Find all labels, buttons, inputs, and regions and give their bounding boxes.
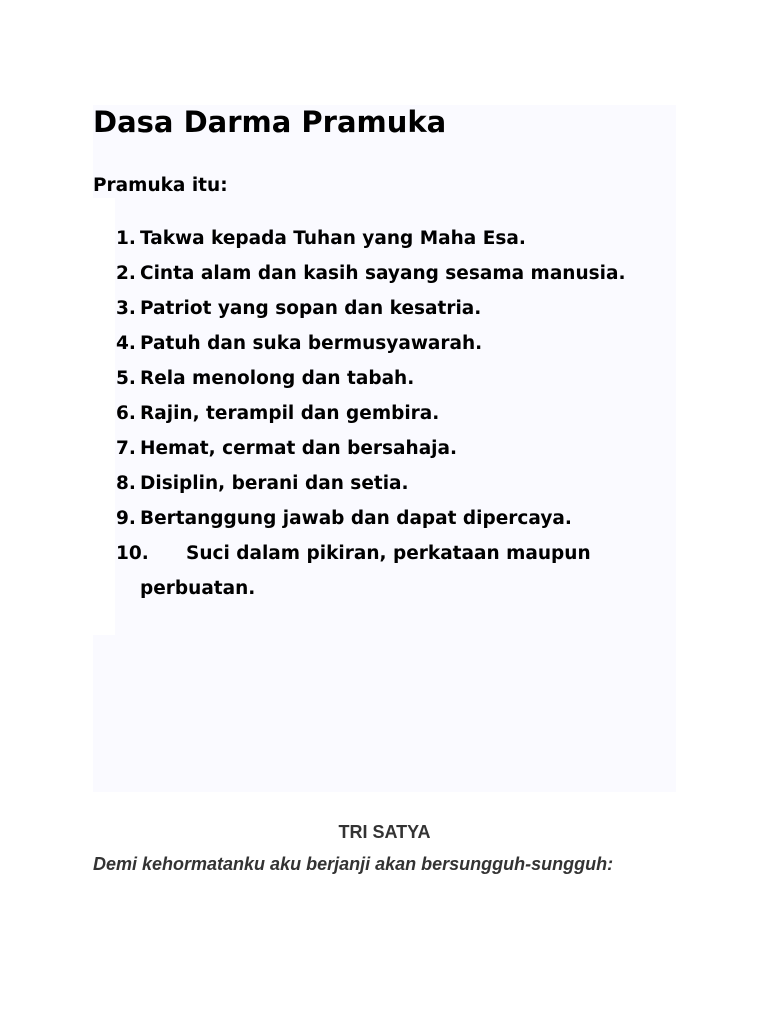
- list-item: [116, 431, 661, 466]
- list-item: [116, 536, 661, 606]
- list-item-text: Rajin, terampil dan gembira.: [140, 403, 440, 424]
- list-item-text: Disiplin, berani dan setia.: [140, 473, 409, 494]
- list-item: [116, 396, 661, 431]
- list-item-text: Patriot yang sopan dan kesatria.: [140, 298, 482, 319]
- section-title: TRI SATYA: [338, 822, 431, 842]
- list-item-number: 6.: [116, 403, 136, 424]
- list-item-number: 9.: [116, 508, 136, 529]
- intro-text: Pramuka itu:: [93, 175, 228, 196]
- darma-list: [116, 221, 661, 606]
- panel-indent: [93, 198, 115, 635]
- list-item: [116, 256, 661, 291]
- list-item-number: 2.: [116, 263, 136, 284]
- list-item-number: 3.: [116, 298, 136, 319]
- list-item: [116, 361, 661, 396]
- list-item-number: 1.: [116, 228, 136, 249]
- list-item-number: 8.: [116, 473, 136, 494]
- list-item-text: Bertanggung jawab dan dapat dipercaya.: [140, 508, 572, 529]
- list-item-number: 4.: [116, 333, 136, 354]
- list-item: [116, 466, 661, 501]
- page-title: Dasa Darma Pramuka: [93, 105, 447, 139]
- list-item-text: Hemat, cermat dan bersahaja.: [140, 438, 458, 459]
- list-item-number: 7.: [116, 438, 136, 459]
- list-item-number: 5.: [116, 368, 136, 389]
- list-item: [116, 291, 661, 326]
- list-item: [116, 501, 661, 536]
- list-item: [116, 326, 661, 361]
- list-item: [116, 221, 661, 256]
- oath-intro: Demi kehormatanku aku berjanji akan bersungguh-sungguh:: [93, 854, 614, 874]
- list-item-text: Cinta alam dan kasih sayang sesama manusia.: [140, 263, 626, 284]
- list-item-text: Rela menolong dan tabah.: [140, 368, 415, 389]
- list-item-number: 10.: [116, 543, 149, 564]
- list-item-text: Suci dalam pikiran, perkataan maupun perbuatan.: [140, 543, 591, 599]
- list-item-text: Takwa kepada Tuhan yang Maha Esa.: [140, 228, 526, 249]
- list-item-text: Patuh dan suka bermusyawarah.: [140, 333, 483, 354]
